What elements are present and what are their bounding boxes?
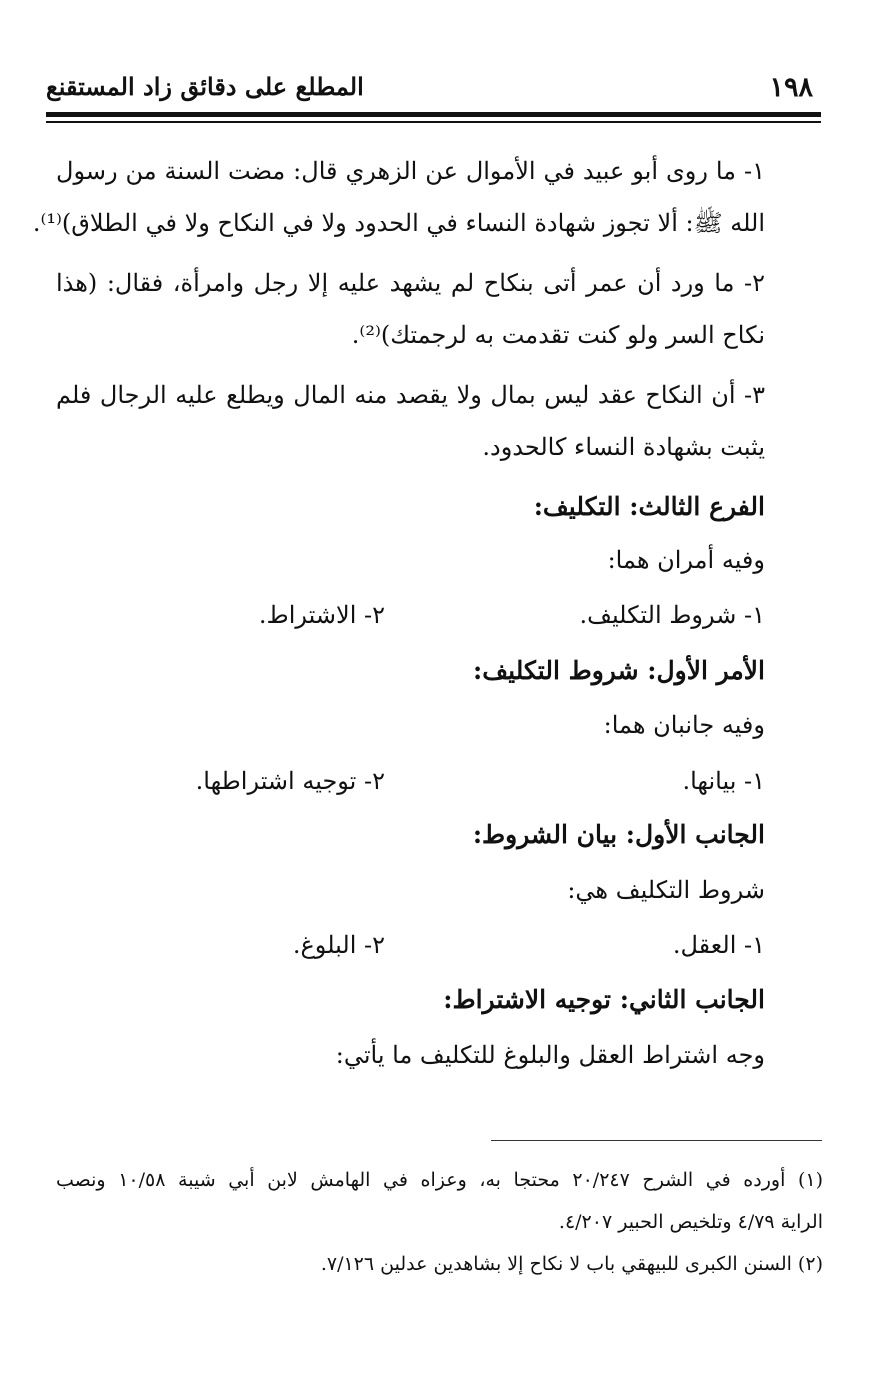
footnote-1-line-2: الراية ٤/٧٩ وتلخيص الحبير ٤/٢٠٧. <box>558 1211 823 1233</box>
intro-reasons: وجه اشتراط العقل والبلوغ للتكليف ما يأتي: <box>335 1041 765 1069</box>
page-header <box>46 70 821 110</box>
page-number: ١٩٨ <box>769 72 813 103</box>
header-rule-thin <box>46 121 821 123</box>
section-heading-first-matter: الأمر الأول: شروط التكليف: <box>473 656 765 685</box>
paragraph-2-line-1: ٢- ما ورد أن عمر أتى بنكاح لم يشهد عليه إلا رجل وامرأة، فقال: (هذا <box>56 269 765 297</box>
list-item: ١- العقل. <box>672 931 765 959</box>
paragraph-1-line-2: الله ﷺ: ألا تجوز شهادة النساء في الحدود ولا في النكاح ولا في الطلاق)⁽¹⁾. <box>32 209 765 237</box>
paragraph-3-line-1: ٣- أن النكاح عقد ليس بمال ولا يقصد منه المال ويطلع عليه الرجال فلم <box>56 381 765 409</box>
intro-two-aspects: وفيه جانبان هما: <box>603 711 765 739</box>
paragraph-2-line-2: نكاح السر ولو كنت تقدمت به لرجمتك)⁽²⁾. <box>351 321 765 349</box>
running-title: المطلع على دقائق زاد المستقنع <box>46 72 364 101</box>
paragraph-3-line-2: يثبت بشهادة النساء كالحدود. <box>482 433 765 461</box>
footnote-1-line-1: (١) أورده في الشرح ٢٠/٢٤٧ محتجا به، وعزاه في الهامش لابن أبي شيبة ١٠/٥٨ ونصب <box>56 1169 824 1191</box>
section-heading-second-aspect: الجانب الثاني: توجيه الاشتراط: <box>443 985 765 1014</box>
list-item: ٢- الاشتراط. <box>258 601 385 629</box>
paragraph-1-line-1: ١- ما روى أبو عبيد في الأموال عن الزهري قال: مضت السنة من رسول <box>56 157 765 185</box>
section-heading-first-aspect: الجانب الأول: بيان الشروط: <box>472 820 765 849</box>
list-item: ٢- البلوغ. <box>292 931 385 959</box>
list-item: ١- شروط التكليف. <box>579 601 765 629</box>
intro-two-matters: وفيه أمران هما: <box>607 546 765 574</box>
list-item: ١- بيانها. <box>682 767 765 795</box>
footnote-separator <box>491 1140 822 1141</box>
section-heading-branch-3: الفرع الثالث: التكليف: <box>533 492 765 521</box>
header-rule-thick <box>46 112 821 117</box>
intro-conditions: شروط التكليف هي: <box>567 876 765 904</box>
footnote-2: (٢) السنن الكبرى للبيهقي باب لا نكاح إلا بشاهدين عدلين ٧/١٢٦. <box>320 1253 823 1275</box>
list-item: ٢- توجيه اشتراطها. <box>195 767 385 795</box>
